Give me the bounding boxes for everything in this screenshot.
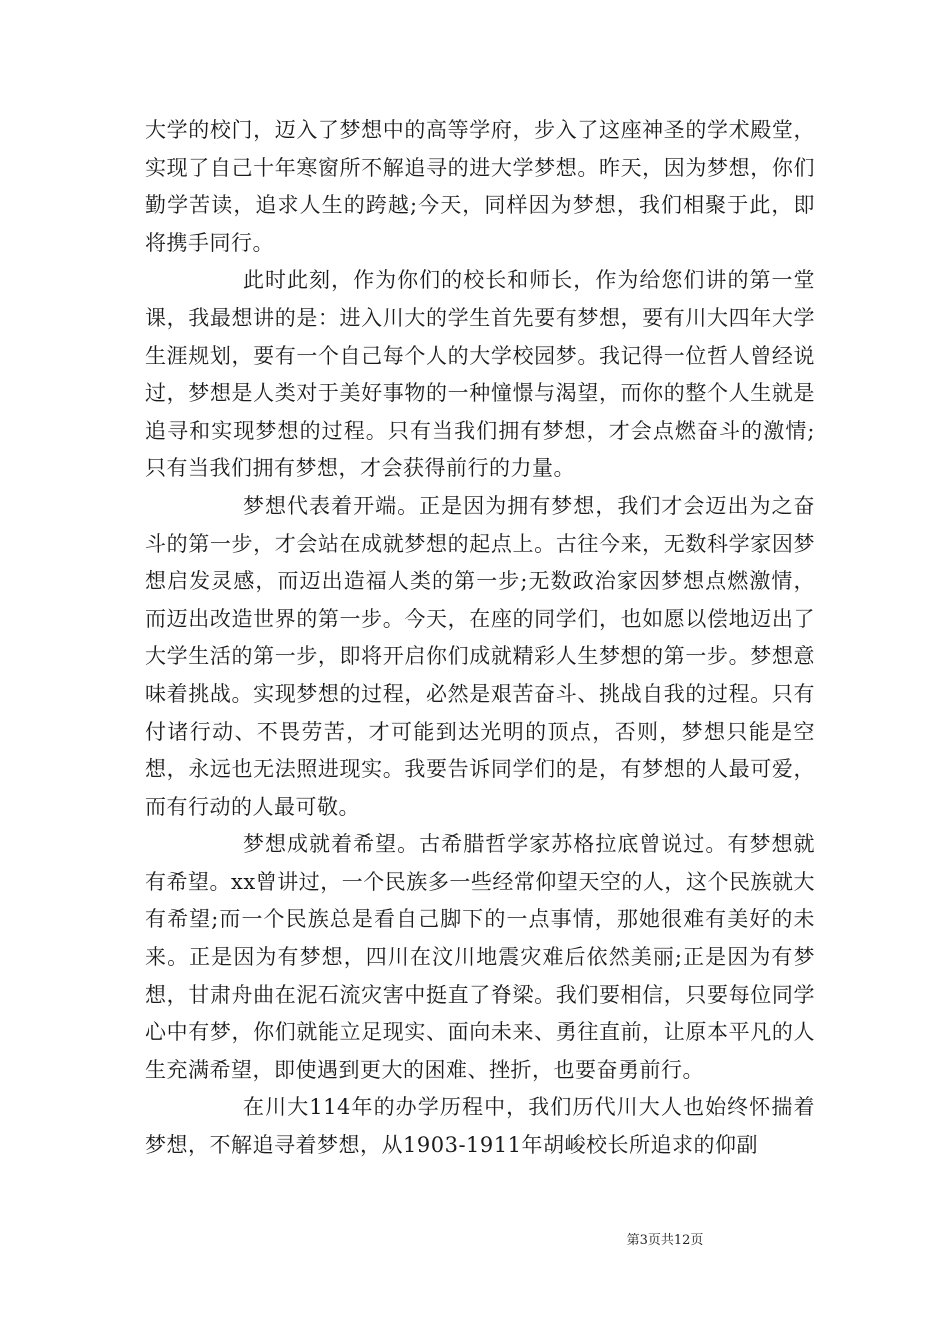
paragraph-1: 大学的校门，迈入了梦想中的高等学府，步入了这座神圣的学术殿堂，实现了自己十年寒窗所不解追寻的进大学梦想。昨天，因为梦想，你们勤学苦读，追求人生的跨越;今天，同样因为梦想，我们相聚于此，即将携手同行。 <box>145 118 815 255</box>
document-body <box>145 112 815 1165</box>
page-number: 第3页共12页 <box>626 1233 704 1248</box>
paragraph-4: 梦想成就着希望。古希腊哲学家苏格拉底曾说过。有梦想就有希望。xx曾讲过，一个民族多一些经常仰望天空的人，这个民族就大有希望;而一个民族总是看自己脚下的一点事情，那她很难有美好的未来。正是因为有梦想，四川在汶川地震灾难后依然美丽;正是因为有梦想，甘肃舟曲在泥石流灾害中挺直了脊梁。我们要相信，只要每位同学心中有梦，你们就能立足现实、面向未来、勇往直前，让原本平凡的人生充满希望，即使遇到更大的困难、挫折，也要奋勇前行。 <box>145 832 815 1082</box>
paragraph-5: 在川大114年的办学历程中，我们历代川大人也始终怀揣着梦想，不解追寻着梦想，从1903-1911年胡峻校长所追求的仰副 <box>145 1095 815 1158</box>
paragraph-3: 梦想代表着开端。正是因为拥有梦想，我们才会迈出为之奋斗的第一步，才会站在成就梦想的起点上。古往今来，无数科学家因梦想启发灵感，而迈出造福人类的第一步;无数政治家因梦想点燃激情，而迈出改造世界的第一步。今天，在座的同学们，也如愿以偿地迈出了大学生活的第一步，即将开启你们成就精彩人生梦想的第一步。梦想意味着挑战。实现梦想的过程，必然是艰苦奋斗、挑战自我的过程。只有付诸行动、不畏劳苦，才可能到达光明的顶点，否则，梦想只能是空想，永远也无法照进现实。我要告诉同学们的是，有梦想的人最可爱，而有行动的人最可敬。 <box>145 493 815 819</box>
paragraph-2: 此时此刻，作为你们的校长和师长，作为给您们讲的第一堂课，我最想讲的是：进入川大的学生首先要有梦想，要有川大四年大学生涯规划，要有一个自己每个人的大学校园梦。我记得一位哲人曾经说过，梦想是人类对于美好事物的一种憧憬与渴望，而你的整个人生就是追寻和实现梦想的过程。只有当我们拥有梦想，才会点燃奋斗的激情;只有当我们拥有梦想，才会获得前行的力量。 <box>145 268 815 481</box>
page-footer <box>0 1232 950 1250</box>
